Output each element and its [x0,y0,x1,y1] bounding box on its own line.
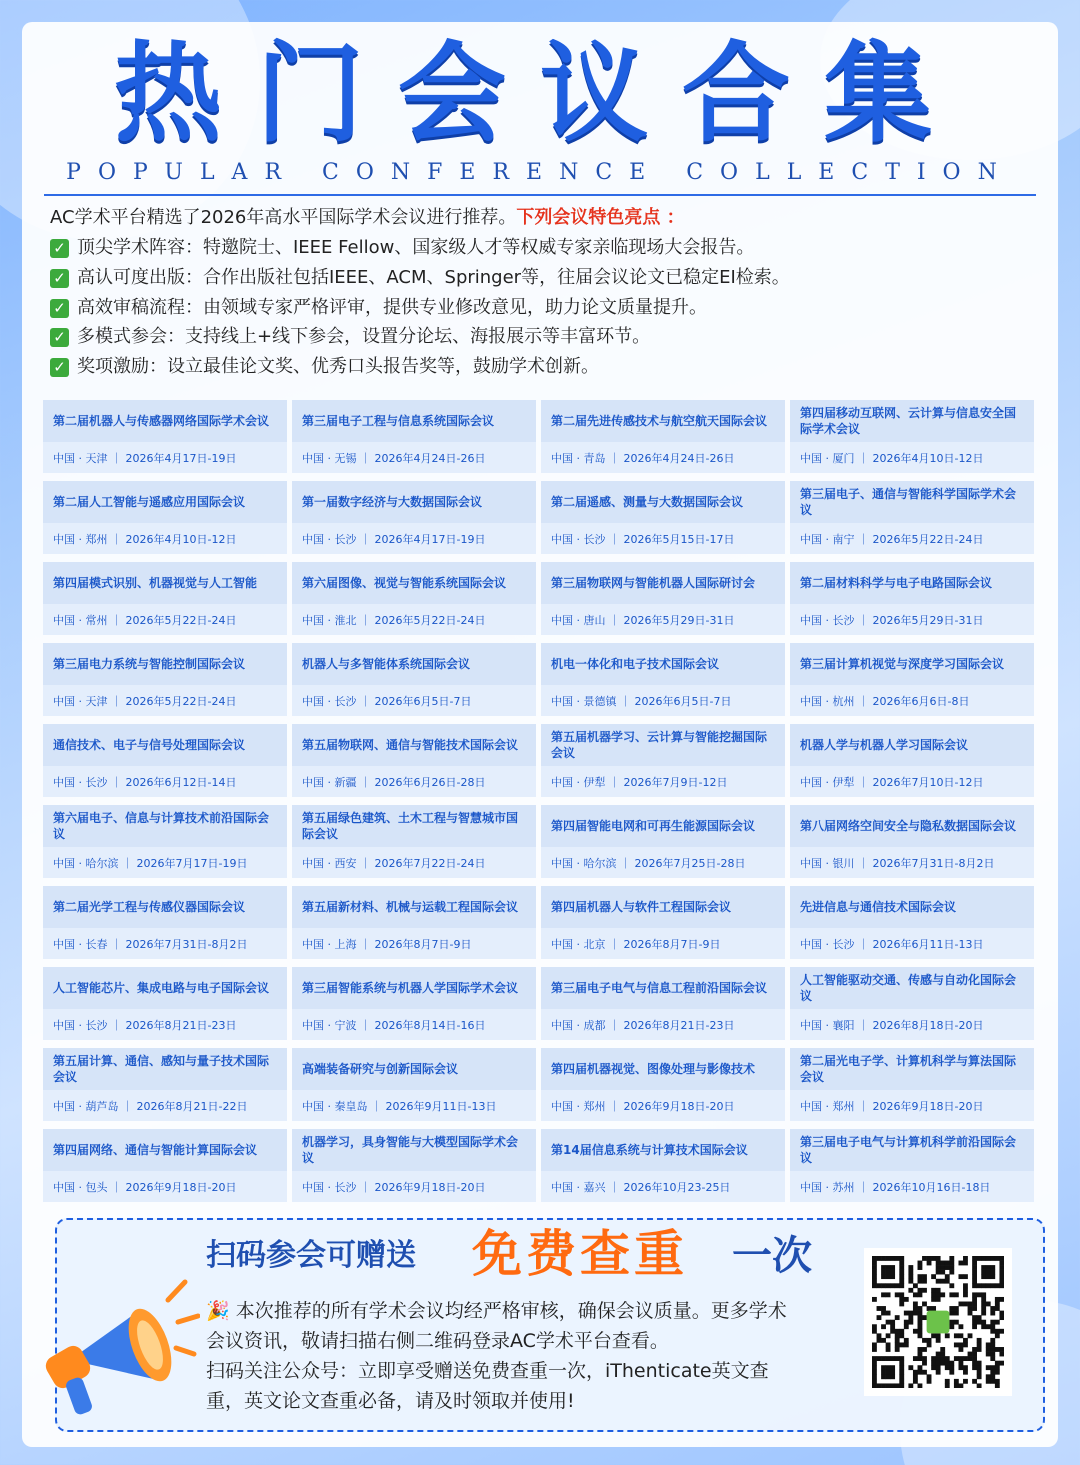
conference-card [292,562,536,635]
conference-meta: 中国 · 成都 ｜ 2026年8月21日-23日 [551,1018,735,1032]
conference-card [541,643,785,716]
conference-meta: 中国 · 长春 ｜ 2026年7月31日-8月2日 [53,937,248,951]
conference-meta: 中国 · 青岛 ｜ 2026年4月24日-26日 [551,451,735,465]
conference-card [541,967,785,1040]
conference-card [43,1048,287,1121]
conference-card [541,886,785,959]
conference-card [790,1048,1034,1121]
conference-card [790,562,1034,635]
conference-meta: 中国 · 西安 ｜ 2026年7月22日-24日 [302,856,486,870]
promo-line: 会议资讯，敬请扫描右侧二维码登录AC学术平台查看。 [206,1330,669,1352]
conference-card [541,562,785,635]
conference-meta: 中国 · 长沙 ｜ 2026年8月21日-23日 [53,1018,237,1032]
conference-card [790,643,1034,716]
conference-meta: 中国 · 北京 ｜ 2026年8月7日-9日 [551,937,721,951]
conference-card [43,967,287,1040]
conference-meta: 中国 · 宁波 ｜ 2026年8月14日-16日 [302,1018,486,1032]
conference-meta: 中国 · 哈尔滨 ｜ 2026年7月25日-28日 [551,856,746,870]
conference-name: 第三届电子电气与计算机科学前沿国际会议 [790,1129,1034,1171]
conference-meta: 中国 · 长沙 ｜ 2026年4月17日-19日 [302,532,486,546]
conference-card [790,724,1034,797]
conference-meta: 中国 · 长沙 ｜ 2026年6月5日-7日 [302,694,472,708]
feature-text: 高效审稿流程：由领域专家严格评审，提供专业修改意见，助力论文质量提升。 [77,297,707,318]
promo-line: 扫码关注公众号：立即享受赠送免费查重一次，iThenticate英文查 [206,1360,769,1382]
checkmark-icon: ✓ [50,299,69,318]
conference-name: 第二届光电子学、计算机科学与算法国际会议 [790,1048,1034,1090]
conference-name: 第五届绿色建筑、土木工程与智慧城市国际会议 [292,805,536,847]
qr-code-icon [872,1256,1004,1388]
conference-card [541,1048,785,1121]
feature-text: 奖项激励：设立最佳论文奖、优秀口头报告奖等，鼓励学术创新。 [77,356,599,377]
divider [44,194,1036,196]
conference-card [292,643,536,716]
conference-card [43,481,287,554]
conference-card [790,400,1034,473]
feature-item [50,236,1040,260]
feature-text: 高认可度出版：合作出版社包括IEEE、ACM、Springer等，往届会议论文已稳定EI检索。 [77,267,790,288]
conference-name: 第二届遥感、测量与大数据国际会议 [541,481,785,523]
conference-name: 第四届智能电网和可再生能源国际会议 [541,805,785,847]
conference-meta: 中国 · 长沙 ｜ 2026年6月11日-13日 [800,937,984,951]
conference-name: 第八届网络空间安全与隐私数据国际会议 [790,805,1034,847]
conference-card [292,481,536,554]
conference-name: 机器学习，具身智能与大模型国际学术会议 [292,1129,536,1171]
conference-meta: 中国 · 上海 ｜ 2026年8月7日-9日 [302,937,472,951]
checkmark-icon: ✓ [50,328,69,347]
conference-name: 第二届光学工程与传感仪器国际会议 [43,886,287,928]
conference-card [43,805,287,878]
conference-meta: 中国 · 郑州 ｜ 2026年9月18日-20日 [800,1099,984,1113]
conference-meta: 中国 · 天津 ｜ 2026年5月22日-24日 [53,694,237,708]
conference-meta: 中国 · 长沙 ｜ 2026年5月15日-17日 [551,532,735,546]
conference-card [43,643,287,716]
conference-meta: 中国 · 长沙 ｜ 2026年5月29日-31日 [800,613,984,627]
checkmark-icon: ✓ [50,358,69,377]
conference-name: 第三届电子工程与信息系统国际会议 [292,400,536,442]
feature-item [50,325,1040,349]
conference-meta: 中国 · 伊犁 ｜ 2026年7月9日-12日 [551,775,728,789]
conference-name: 第二届人工智能与遥感应用国际会议 [43,481,287,523]
conference-meta: 中国 · 长沙 ｜ 2026年6月12日-14日 [53,775,237,789]
conference-meta: 中国 · 包头 ｜ 2026年9月18日-20日 [53,1180,237,1194]
conference-card [790,805,1034,878]
page-title: 热门会议合集 [113,32,966,157]
conference-name: 第三届电子、通信与智能科学国际学术会议 [790,481,1034,523]
promo-line: 🎉 本次推荐的所有学术会议均经严格审核，确保会议质量。更多学术 [206,1300,787,1322]
conference-name: 第一届数字经济与大数据国际会议 [292,481,536,523]
conference-meta: 中国 · 长沙 ｜ 2026年9月18日-20日 [302,1180,486,1194]
conference-name: 第三届物联网与智能机器人国际研讨会 [541,562,785,604]
conference-card [292,400,536,473]
conference-name: 第五届新材料、机械与运载工程国际会议 [292,886,536,928]
feature-text: 多模式参会：支持线上+线下参会，设置分论坛、海报展示等丰富环节。 [77,326,651,347]
conference-meta: 中国 · 伊犁 ｜ 2026年7月10日-12日 [800,775,984,789]
conference-name: 第二届材料科学与电子电路国际会议 [790,562,1034,604]
promo-line: 重，英文论文查重必备，请及时领取并使用! [206,1390,575,1412]
conference-meta: 中国 · 哈尔滨 ｜ 2026年7月17日-19日 [53,856,248,870]
conference-name: 第四届网络、通信与智能计算国际会议 [43,1129,287,1171]
conference-name: 机器人学与机器人学习国际会议 [790,724,1034,766]
conference-card [292,967,536,1040]
conference-card [292,886,536,959]
conference-name: 第14届信息系统与计算技术国际会议 [541,1129,785,1171]
conference-name: 第三届计算机视觉与深度学习国际会议 [790,643,1034,685]
conference-card [43,400,287,473]
feature-item [50,266,1040,290]
conference-meta: 中国 · 葫芦岛 ｜ 2026年8月21日-22日 [53,1099,248,1113]
conference-grid [43,400,1037,1202]
conference-card [790,886,1034,959]
conference-card [292,1048,536,1121]
intro-highlight: 下列会议特色亮点 ： [516,207,685,228]
conference-meta: 中国 · 景德镇 ｜ 2026年6月5日-7日 [551,694,732,708]
conference-card [292,1129,536,1202]
conference-card [541,1129,785,1202]
checkmark-icon: ✓ [50,269,69,288]
conference-name: 先进信息与通信技术国际会议 [790,886,1034,928]
conference-meta: 中国 · 银川 ｜ 2026年7月31日-8月2日 [800,856,995,870]
conference-meta: 中国 · 淮北 ｜ 2026年5月22日-24日 [302,613,486,627]
conference-name: 通信技术、电子与信号处理国际会议 [43,724,287,766]
conference-name: 第四届机器视觉、图像处理与影像技术 [541,1048,785,1090]
conference-card [541,400,785,473]
conference-card [541,805,785,878]
conference-name: 第六届图像、视觉与智能系统国际会议 [292,562,536,604]
page-subtitle: POPULAR CONFERENCE COLLECTION [66,160,1014,185]
conference-meta: 中国 · 郑州 ｜ 2026年9月18日-20日 [551,1099,735,1113]
conference-name: 人工智能芯片、集成电路与电子国际会议 [43,967,287,1009]
conference-name: 人工智能驱动交通、传感与自动化国际会议 [790,967,1034,1009]
conference-name: 第三届智能系统与机器人学国际学术会议 [292,967,536,1009]
megaphone-icon [40,1270,200,1420]
conference-meta: 中国 · 常州 ｜ 2026年5月22日-24日 [53,613,237,627]
feature-text: 顶尖学术阵容：特邀院士、IEEE Fellow、国家级人才等权威专家亲临现场大会报告。 [77,237,755,258]
conference-card [43,724,287,797]
conference-card [790,1129,1034,1202]
conference-name: 第二届机器人与传感器网络国际学术会议 [43,400,287,442]
feature-item [50,355,1040,379]
conference-card [541,481,785,554]
conference-meta: 中国 · 襄阳 ｜ 2026年8月18日-20日 [800,1018,984,1032]
conference-meta: 中国 · 苏州 ｜ 2026年10月16日-18日 [800,1180,991,1194]
conference-name: 第五届计算、通信、感知与量子技术国际会议 [43,1048,287,1090]
conference-card [43,562,287,635]
feature-item [50,296,1040,320]
promo-heading: 扫码参会可赠送 [206,1238,416,1273]
conference-name: 第二届先进传感技术与航空航天国际会议 [541,400,785,442]
conference-card [292,805,536,878]
conference-name: 高端装备研究与创新国际会议 [292,1048,536,1090]
conference-meta: 中国 · 天津 ｜ 2026年4月17日-19日 [53,451,237,465]
intro-main: AC学术平台精选了2026年高水平国际学术会议进行推荐。 [50,207,517,228]
conference-card [43,1129,287,1202]
promo-highlight: 免费查重 [472,1225,688,1283]
conference-name: 机器人与多智能体系统国际会议 [292,643,536,685]
conference-card [43,886,287,959]
conference-name: 第三届电力系统与智能控制国际会议 [43,643,287,685]
promo-once: 一次 [732,1233,812,1279]
conference-card [541,724,785,797]
qr-code[interactable] [864,1248,1012,1396]
intro-text [50,206,1040,230]
conference-meta: 中国 · 秦皇岛 ｜ 2026年9月11日-13日 [302,1099,497,1113]
conference-name: 第五届机器学习、云计算与智能挖掘国际会议 [541,724,785,766]
conference-name: 第五届物联网、通信与智能技术国际会议 [292,724,536,766]
conference-name: 第四届模式识别、机器视觉与人工智能 [43,562,287,604]
conference-card [790,967,1034,1040]
conference-meta: 中国 · 嘉兴 ｜ 2026年10月23-25日 [551,1180,731,1194]
conference-name: 第四届移动互联网、云计算与信息安全国际学术会议 [790,400,1034,442]
conference-meta: 中国 · 唐山 ｜ 2026年5月29日-31日 [551,613,735,627]
conference-meta: 中国 · 厦门 ｜ 2026年4月10日-12日 [800,451,984,465]
conference-meta: 中国 · 郑州 ｜ 2026年4月10日-12日 [53,532,237,546]
conference-name: 机电一体化和电子技术国际会议 [541,643,785,685]
conference-card [292,724,536,797]
checkmark-icon: ✓ [50,239,69,258]
conference-meta: 中国 · 无锡 ｜ 2026年4月24日-26日 [302,451,486,465]
conference-name: 第三届电子电气与信息工程前沿国际会议 [541,967,785,1009]
conference-meta: 中国 · 杭州 ｜ 2026年6月6日-8日 [800,694,970,708]
conference-meta: 中国 · 新疆 ｜ 2026年6月26日-28日 [302,775,486,789]
conference-card [790,481,1034,554]
conference-name: 第六届电子、信息与计算技术前沿国际会议 [43,805,287,847]
conference-name: 第四届机器人与软件工程国际会议 [541,886,785,928]
conference-meta: 中国 · 南宁 ｜ 2026年5月22日-24日 [800,532,984,546]
